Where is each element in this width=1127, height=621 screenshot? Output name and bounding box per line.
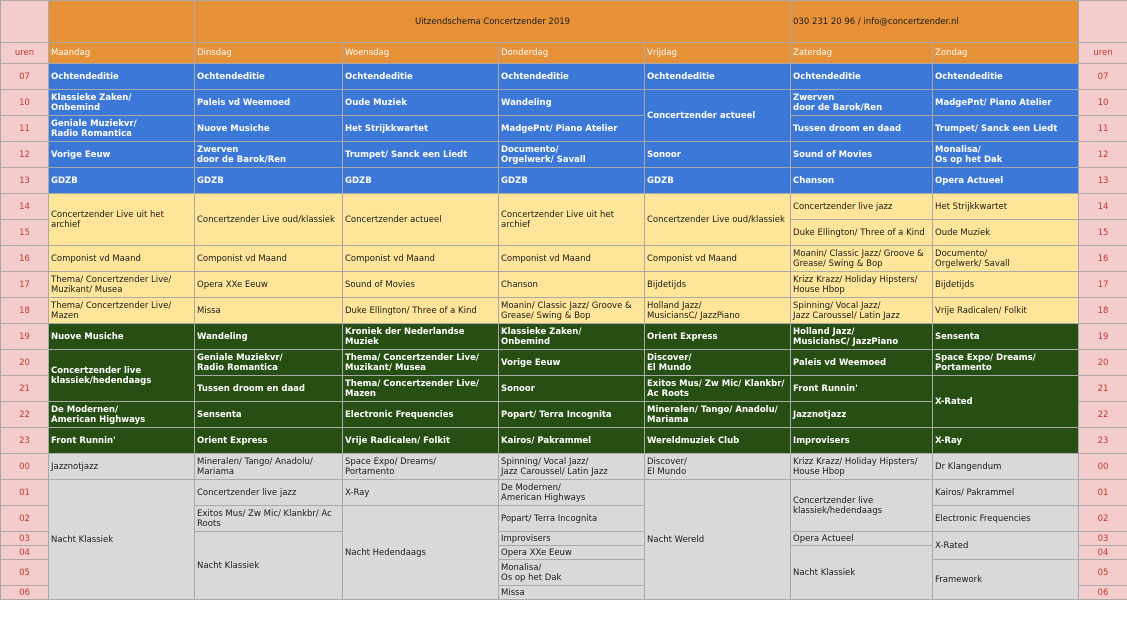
- hour-label-left: 16: [1, 246, 49, 272]
- program-cell: Holland Jazz/ MusiciansC/ JazzPiano: [791, 324, 933, 350]
- hour-label-right: 14: [1079, 194, 1127, 220]
- program-cell: Ochtendeditie: [499, 64, 645, 90]
- hour-label-right: 21: [1079, 376, 1127, 402]
- program-cell: Concertzender live klassiek/hedendaags: [791, 480, 933, 532]
- program-cell: Electronic Frequencies: [343, 402, 499, 428]
- program-cell: X-Rated: [933, 532, 1079, 560]
- program-cell: Space Expo/ Dreams/ Portamento: [343, 454, 499, 480]
- hour-label-right: 01: [1079, 480, 1127, 506]
- corner-cell-left: [1, 1, 49, 43]
- program-cell: Duke Ellington/ Three of a Kind: [343, 298, 499, 324]
- program-cell: Chanson: [499, 272, 645, 298]
- program-cell: Documento/ Orgelwerk/ Savall: [933, 246, 1079, 272]
- program-cell: Missa: [195, 298, 343, 324]
- program-cell: Ochtendeditie: [645, 64, 791, 90]
- program-cell: Concertzender live jazz: [791, 194, 933, 220]
- program-cell: X-Ray: [343, 480, 499, 506]
- program-cell: Concertzender live klassiek/hedendaags: [49, 350, 195, 402]
- day-header-dinsdag: Dinsdag: [195, 43, 343, 64]
- program-cell: Mineralen/ Tango/ Anadolu/ Mariama: [645, 402, 791, 428]
- program-cell: Ochtendeditie: [343, 64, 499, 90]
- hour-label-left: 15: [1, 220, 49, 246]
- hour-label-left: 17: [1, 272, 49, 298]
- program-cell: Discover/ El Mundo: [645, 350, 791, 376]
- program-cell: Nacht Klassiek: [195, 532, 343, 600]
- program-cell: Klassieke Zaken/ Onbemind: [499, 324, 645, 350]
- hour-label-right: 11: [1079, 116, 1127, 142]
- program-cell: Concertzender actueel: [645, 90, 791, 142]
- program-cell: Het Strijkkwartet: [933, 194, 1079, 220]
- hour-label-right: 17: [1079, 272, 1127, 298]
- program-cell: Concertzender Live oud/klassiek: [195, 194, 343, 246]
- program-cell: X-Ray: [933, 428, 1079, 454]
- hour-label-right: 23: [1079, 428, 1127, 454]
- page-title: Uitzendschema Concertzender 2019: [195, 1, 791, 43]
- day-header-woensdag: Woensdag: [343, 43, 499, 64]
- program-cell: Opera XXe Eeuw: [499, 546, 645, 560]
- program-cell: Discover/ El Mundo: [645, 454, 791, 480]
- program-cell: Trumpet/ Sanck een Liedt: [933, 116, 1079, 142]
- hour-label-left: 22: [1, 402, 49, 428]
- program-cell: Spinning/ Vocal Jazz/ Jazz Caroussel/ Latin Jazz: [499, 454, 645, 480]
- program-cell: Mineralen/ Tango/ Anadolu/ Mariama: [195, 454, 343, 480]
- program-cell: Ochtendeditie: [49, 64, 195, 90]
- program-cell: Popart/ Terra Incognita: [499, 402, 645, 428]
- program-cell: Krizz Krazz/ Holiday Hipsters/ House Hbop: [791, 454, 933, 480]
- program-cell: GDZB: [195, 168, 343, 194]
- hour-label-left: 02: [1, 506, 49, 532]
- program-cell: Sonoor: [645, 142, 791, 168]
- program-cell: Concertzender Live uit het archief: [499, 194, 645, 246]
- program-cell: Sound of Movies: [343, 272, 499, 298]
- program-cell: Thema/ Concertzender Live/ Mazen: [49, 298, 195, 324]
- program-cell: Wereldmuziek Club: [645, 428, 791, 454]
- hour-label-right: 19: [1079, 324, 1127, 350]
- hour-label-right: 03: [1079, 532, 1127, 546]
- program-cell: Sound of Movies: [791, 142, 933, 168]
- program-cell: Monalisa/ Os op het Dak: [499, 560, 645, 586]
- program-cell: Tussen droom en daad: [195, 376, 343, 402]
- hour-label-right: 06: [1079, 586, 1127, 600]
- program-cell: Front Runnin': [791, 376, 933, 402]
- hour-label-right: 15: [1079, 220, 1127, 246]
- day-header-maandag: Maandag: [49, 43, 195, 64]
- day-header-zaterdag: Zaterdag: [791, 43, 933, 64]
- program-cell: Nacht Wereld: [645, 480, 791, 600]
- title-spacer-cell: [49, 1, 195, 43]
- program-cell: Trumpet/ Sanck een Liedt: [343, 142, 499, 168]
- program-cell: Spinning/ Vocal Jazz/ Jazz Caroussel/ Latin Jazz: [791, 298, 933, 324]
- hour-label-right: 02: [1079, 506, 1127, 532]
- hour-label-right: 18: [1079, 298, 1127, 324]
- program-cell: Monalisa/ Os op het Dak: [933, 142, 1079, 168]
- program-cell: Ochtendeditie: [195, 64, 343, 90]
- program-cell: GDZB: [343, 168, 499, 194]
- hour-label-left: 04: [1, 546, 49, 560]
- program-cell: Sensenta: [195, 402, 343, 428]
- hour-label-left: 05: [1, 560, 49, 586]
- program-cell: Paleis vd Weemoed: [195, 90, 343, 116]
- program-cell: Componist vd Maand: [195, 246, 343, 272]
- program-cell: Exitos Mus/ Zw Mic/ Klankbr/ Ac Roots: [195, 506, 343, 532]
- program-cell: Vorige Eeuw: [499, 350, 645, 376]
- program-cell: Componist vd Maand: [499, 246, 645, 272]
- program-cell: Geniale Muziekvr/ Radio Romantica: [195, 350, 343, 376]
- program-cell: GDZB: [499, 168, 645, 194]
- program-cell: Space Expo/ Dreams/ Portamento: [933, 350, 1079, 376]
- program-cell: Front Runnin': [49, 428, 195, 454]
- program-cell: Orient Express: [195, 428, 343, 454]
- program-cell: Ochtendeditie: [933, 64, 1079, 90]
- program-cell: Thema/ Concertzender Live/ Muzikant/ Musea: [343, 350, 499, 376]
- program-cell: Krizz Krazz/ Holiday Hipsters/ House Hbop: [791, 272, 933, 298]
- program-cell: Nuove Musiche: [49, 324, 195, 350]
- uren-header-left: uren: [1, 43, 49, 64]
- program-cell: Exitos Mus/ Zw Mic/ Klankbr/ Ac Roots: [645, 376, 791, 402]
- contact-info: 030 231 20 96 / info@concertzender.nl: [791, 1, 1079, 43]
- program-cell: De Modernen/ American Highways: [49, 402, 195, 428]
- program-cell: Opera Actueel: [791, 532, 933, 546]
- program-cell: Oude Muziek: [343, 90, 499, 116]
- program-cell: Documento/ Orgelwerk/ Savall: [499, 142, 645, 168]
- program-cell: GDZB: [645, 168, 791, 194]
- hour-label-left: 00: [1, 454, 49, 480]
- program-cell: Improvisers: [499, 532, 645, 546]
- program-cell: MadgePnt/ Piano Atelier: [933, 90, 1079, 116]
- program-cell: Bijdetijds: [933, 272, 1079, 298]
- program-cell: Orient Express: [645, 324, 791, 350]
- hour-label-left: 07: [1, 64, 49, 90]
- program-cell: Bijdetijds: [645, 272, 791, 298]
- program-cell: Chanson: [791, 168, 933, 194]
- program-cell: Duke Ellington/ Three of a Kind: [791, 220, 933, 246]
- hour-label-left: 18: [1, 298, 49, 324]
- program-cell: Thema/ Concertzender Live/ Muzikant/ Musea: [49, 272, 195, 298]
- program-cell: Nacht Hedendaags: [343, 506, 499, 600]
- hour-label-left: 19: [1, 324, 49, 350]
- hour-label-right: 16: [1079, 246, 1127, 272]
- program-cell: Jazznotjazz: [791, 402, 933, 428]
- program-cell: Oude Muziek: [933, 220, 1079, 246]
- hour-label-left: 14: [1, 194, 49, 220]
- hour-label-right: 07: [1079, 64, 1127, 90]
- hour-label-right: 13: [1079, 168, 1127, 194]
- program-cell: Kroniek der Nederlandse Muziek: [343, 324, 499, 350]
- program-cell: Wandeling: [195, 324, 343, 350]
- program-cell: Componist vd Maand: [49, 246, 195, 272]
- program-cell: Zwerven door de Barok/Ren: [195, 142, 343, 168]
- program-cell: Vorige Eeuw: [49, 142, 195, 168]
- program-cell: Framework: [933, 560, 1079, 600]
- program-cell: Improvisers: [791, 428, 933, 454]
- program-cell: Geniale Muziekvr/ Radio Romantica: [49, 116, 195, 142]
- program-cell: GDZB: [49, 168, 195, 194]
- program-cell: Zwerven door de Barok/Ren: [791, 90, 933, 116]
- program-cell: Nacht Klassiek: [49, 480, 195, 600]
- hour-label-right: 04: [1079, 546, 1127, 560]
- hour-label-right: 05: [1079, 560, 1127, 586]
- program-cell: Het Strijkkwartet: [343, 116, 499, 142]
- hour-label-left: 06: [1, 586, 49, 600]
- uren-header-right: uren: [1079, 43, 1127, 64]
- hour-label-right: 00: [1079, 454, 1127, 480]
- program-cell: Klassieke Zaken/ Onbemind: [49, 90, 195, 116]
- program-cell: Moanin/ Classic Jazz/ Groove & Grease/ Swing & Bop: [791, 246, 933, 272]
- hour-label-right: 12: [1079, 142, 1127, 168]
- program-cell: Opera XXe Eeuw: [195, 272, 343, 298]
- program-cell: Concertzender live jazz: [195, 480, 343, 506]
- program-cell: Vrije Radicalen/ Folkit: [343, 428, 499, 454]
- program-cell: Wandeling: [499, 90, 645, 116]
- program-cell: Kairos/ Pakrammel: [933, 480, 1079, 506]
- program-cell: Holland Jazz/ MusiciansC/ JazzPiano: [645, 298, 791, 324]
- program-cell: Popart/ Terra Incognita: [499, 506, 645, 532]
- program-cell: Nacht Klassiek: [791, 546, 933, 600]
- hour-label-left: 23: [1, 428, 49, 454]
- program-cell: Vrije Radicalen/ Folkit: [933, 298, 1079, 324]
- hour-label-left: 13: [1, 168, 49, 194]
- program-cell: Concertzender actueel: [343, 194, 499, 246]
- program-cell: De Modernen/ American Highways: [499, 480, 645, 506]
- program-cell: Thema/ Concertzender Live/ Mazen: [343, 376, 499, 402]
- program-cell: Tussen droom en daad: [791, 116, 933, 142]
- program-cell: Paleis vd Weemoed: [791, 350, 933, 376]
- program-cell: Componist vd Maand: [343, 246, 499, 272]
- program-cell: Sonoor: [499, 376, 645, 402]
- corner-cell-right: [1079, 1, 1127, 43]
- hour-label-left: 01: [1, 480, 49, 506]
- day-header-donderdag: Donderdag: [499, 43, 645, 64]
- hour-label-left: 12: [1, 142, 49, 168]
- program-cell: Opera Actueel: [933, 168, 1079, 194]
- hour-label-right: 20: [1079, 350, 1127, 376]
- program-cell: Kairos/ Pakrammel: [499, 428, 645, 454]
- hour-label-left: 20: [1, 350, 49, 376]
- day-header-vrijdag: Vrijdag: [645, 43, 791, 64]
- day-header-zondag: Zondag: [933, 43, 1079, 64]
- program-cell: Missa: [499, 586, 645, 600]
- program-cell: Jazznotjazz: [49, 454, 195, 480]
- program-cell: MadgePnt/ Piano Atelier: [499, 116, 645, 142]
- program-cell: X-Rated: [933, 376, 1079, 428]
- program-cell: Nuove Musiche: [195, 116, 343, 142]
- hour-label-left: 10: [1, 90, 49, 116]
- hour-label-left: 21: [1, 376, 49, 402]
- program-cell: Dr Klangendum: [933, 454, 1079, 480]
- hour-label-left: 03: [1, 532, 49, 546]
- program-cell: Moanin/ Classic Jazz/ Groove & Grease/ Swing & Bop: [499, 298, 645, 324]
- program-cell: Ochtendeditie: [791, 64, 933, 90]
- hour-label-right: 22: [1079, 402, 1127, 428]
- program-cell: Electronic Frequencies: [933, 506, 1079, 532]
- program-cell: Sensenta: [933, 324, 1079, 350]
- program-cell: Concertzender Live uit het archief: [49, 194, 195, 246]
- hour-label-right: 10: [1079, 90, 1127, 116]
- hour-label-left: 11: [1, 116, 49, 142]
- program-cell: Concertzender Live oud/klassiek: [645, 194, 791, 246]
- program-cell: Componist vd Maand: [645, 246, 791, 272]
